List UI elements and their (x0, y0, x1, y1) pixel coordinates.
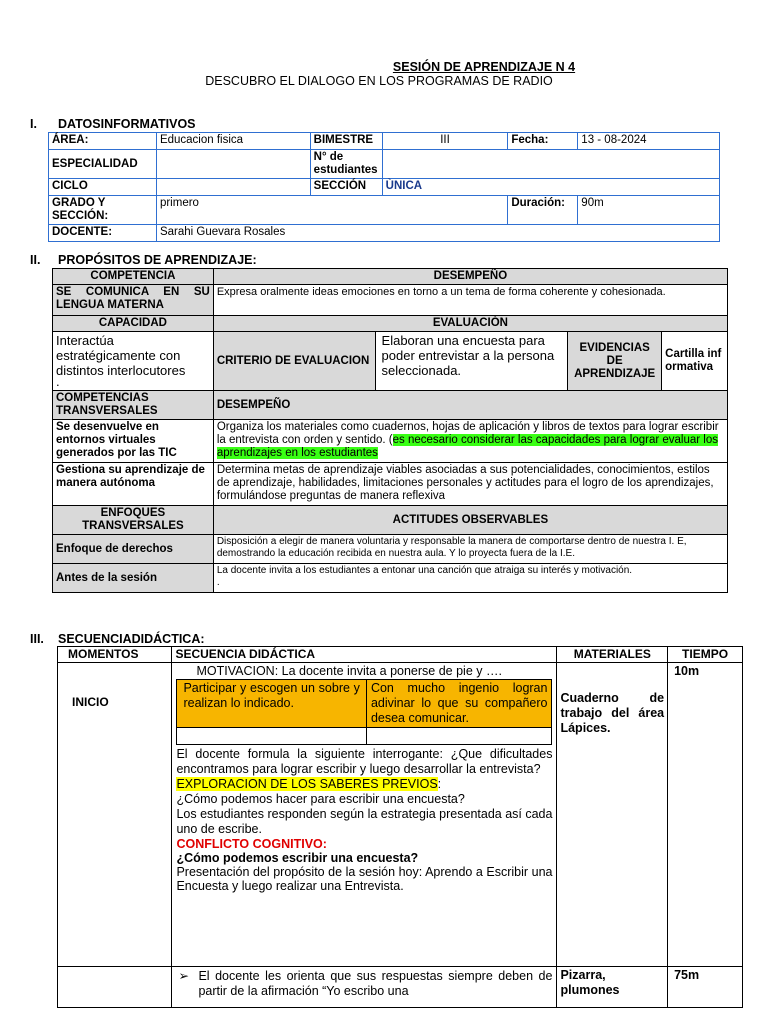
desempeno-transversal-header: DESEMPEÑO (213, 391, 727, 420)
box-empty-left (177, 728, 366, 745)
actitudes-header: ACTITUDES OBSERVABLES (213, 506, 727, 535)
nestudiantes-value (382, 150, 719, 179)
motivacion-text: MOTIVACION: La docente invita a ponerse de pie y …. (196, 664, 502, 678)
materiales-inicio: Cuaderno de trabajo del área Lápices. (557, 663, 668, 967)
ciclo-value (156, 179, 310, 196)
materiales-header: MATERIALES (557, 647, 668, 663)
materiales-desarrollo: Pizarra, plumones (557, 967, 668, 1008)
ciclo-label: CICLO (49, 179, 157, 196)
autonoma-label: Gestiona su aprendizaje de manera autónoma (53, 463, 214, 506)
antes-text: La docente invita a los estudiantes a entonar una canción que atraiga su interés y motivación. (216, 565, 633, 576)
inicio-label: INICIO (58, 663, 172, 967)
evidencias-cell: Cartilla informativa (662, 332, 728, 391)
docente-value: Sarahi Guevara Rosales (156, 225, 719, 242)
exploracion-colon: : (437, 777, 442, 791)
duracion-label: Duración: (508, 196, 578, 225)
autonoma-cell: Determina metas de aprendizaje viables asociadas a sus potencialidades, conocimientos, estilos de aprendizaje, habilidades, limitaciones personales y actitudes para el logro de los aprendizajes, formulándose preguntas de manera reflexiva (213, 463, 727, 506)
competencias-transversales-header: COMPETENCIAS TRANSVERSALES (53, 391, 214, 420)
antes-label: Antes de la sesión (53, 564, 214, 593)
box-left: Participar y escogen un sobre y realizan lo indicado. (177, 680, 366, 728)
criterio-cell: Elaboran una encuesta para poder entrevistar a la persona seleccionada. (375, 332, 568, 391)
orienta-text: El docente les orienta que sus respuestas siempre deben de partir de la afirmación “Yo escribo una (198, 969, 553, 998)
grado-value: primero (156, 196, 507, 225)
seccion-value: ÙNICA (382, 179, 719, 196)
antes-cell (213, 564, 727, 593)
session-subtitle: DESCUBRO EL DIALOGO EN LOS PROGRAMAS DE RADIO (205, 74, 553, 88)
section-number: II. (30, 253, 41, 267)
presentacion-text: Presentación del propósito de la sesión hoy: Aprendo a Escribir una Encuesta y luego realizar una Entrevista. (176, 865, 553, 893)
derechos-cell: Disposición a elegir de manera voluntaria y responsable la manera de comportarse dentro de nuestra I. E, demostrando la educación recibida en nuestra aula. Y lo proyecta fuera de la I.E. (213, 535, 727, 564)
tic-highlight: es necesario considerar las capacidades para lograr evaluar los aprendizajes en los estudiantes (216, 434, 718, 459)
capacidad-text: Interactúa estratégicamente con distintos interlocutores (56, 333, 186, 378)
section-number: III. (30, 632, 44, 646)
nestudiantes-label: N° de estudiantes (310, 150, 382, 179)
capacidad-header: CAPACIDAD (53, 316, 214, 332)
pregunta-2: ¿Cómo podemos escribir una encuesta? (176, 851, 419, 865)
inicio-content (172, 663, 557, 967)
especialidad-value (156, 150, 310, 179)
section-title: SECUENCIADIDÁCTICA: (58, 632, 205, 646)
section-number: I. (30, 117, 37, 131)
fecha-label: Fecha: (508, 133, 578, 150)
desarrollo-label (58, 967, 172, 1008)
datos-table (48, 132, 720, 242)
capacidad-dot: . (56, 374, 60, 389)
momentos-header: MOMENTOS (58, 647, 172, 663)
desempeno-header: DESEMPEÑO (213, 269, 727, 285)
docente-label: DOCENTE: (49, 225, 157, 242)
capacidad-cell (53, 332, 214, 391)
session-title: SESIÓN DE APRENDIZAJE N 4 (392, 60, 576, 74)
tiempo-desarrollo: 75m (668, 967, 743, 1008)
tic-cell (213, 420, 727, 463)
fecha-value: 13 - 08-2024 (578, 133, 720, 150)
grado-label: GRADO Y SECCIÓN: (49, 196, 157, 225)
tiempo-inicio: 10m (668, 663, 743, 967)
competencia-header: COMPETENCIA (53, 269, 214, 285)
desempeno-cell: Expresa oralmente ideas emociones en torno a un tema de forma coherente y cohesionada. (213, 285, 727, 316)
bullet-icon: ➢ (178, 969, 189, 983)
section-secuencia-heading (30, 632, 205, 646)
exploracion-line (176, 777, 552, 792)
evaluacion-header: EVALUACIÓN (213, 316, 727, 332)
seccion-label: SECCIÓN (310, 179, 382, 196)
motivacion-boxes (176, 679, 552, 745)
box-right: Con mucho ingenio logran adivinar lo que su compañero desea comunicar. (366, 680, 552, 728)
exploracion-label: EXPLORACION DE LOS SABERES PREVIOS (176, 777, 438, 791)
criterio-label: CRITERIO DE EVALUACION (213, 332, 375, 391)
area-label: ÁREA: (49, 133, 157, 150)
docente-formula-text: El docente formula la siguiente interrogante: ¿Que dificultades encontramos para lograr escribir y luego desarrollar la entrevista? (176, 747, 553, 776)
secuencia-table (57, 646, 743, 1008)
tic-label: Se desenvuelve en entornos virtuales generados por las TIC (53, 420, 214, 463)
orienta-item (176, 969, 552, 999)
respuesta-text: Los estudiantes responden según la estrategia presentada así cada uno de escribe. (176, 807, 553, 836)
section-title: PROPÓSITOS DE APRENDIZAJE: (58, 253, 257, 267)
antes-dot: . (216, 577, 220, 588)
tiempo-header: TIEMPO (668, 647, 743, 663)
tic-text: Organiza los materiales como cuadernos, hojas de aplicación y libros de textos para lograr escribir la entrevista con orden y sentido. ( (216, 421, 719, 446)
area-value: Educacion fisica (156, 133, 310, 150)
enfoques-header: ENFOQUES TRANSVERSALES (53, 506, 214, 535)
box-empty-right (366, 728, 552, 745)
section-propositos-heading (30, 253, 257, 267)
pregunta-1: ¿Cómo podemos hacer para escribir una encuesta? (176, 792, 465, 806)
evidencias-label: EVIDENCIAS DE APRENDIZAJE (568, 332, 662, 391)
section-title: DATOSINFORMATIVOS (58, 117, 196, 131)
bimestre-value: III (382, 133, 508, 150)
duracion-value: 90m (578, 196, 720, 225)
derechos-label: Enfoque de derechos (53, 535, 214, 564)
secuencia-header: SECUENCIA DIDÁCTICA (172, 647, 557, 663)
desarrollo-content (172, 967, 557, 1008)
competencia-cell: SE COMUNICA EN SU LENGUA MATERNA (53, 285, 214, 316)
section-datos-heading (30, 117, 196, 131)
conflicto-label: CONFLICTO COGNITIVO: (176, 837, 327, 851)
propositos-table (52, 268, 728, 593)
bimestre-label: BIMESTRE (310, 133, 382, 150)
especialidad-label: ESPECIALIDAD (49, 150, 157, 179)
